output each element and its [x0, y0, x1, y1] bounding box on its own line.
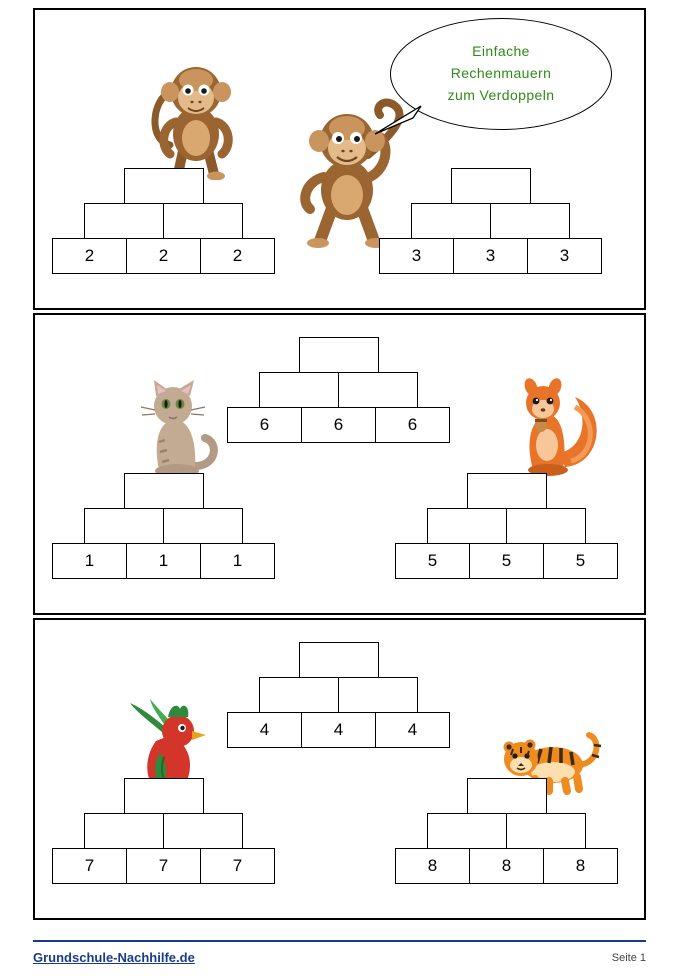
- pyramid-cell[interactable]: [84, 813, 164, 849]
- bubble-tail-icon: [365, 100, 425, 140]
- pyramid-row-top: [395, 473, 618, 509]
- pyramid-row-base: [395, 848, 618, 884]
- pyramid-cell[interactable]: [338, 372, 418, 408]
- pyramid-cell[interactable]: [163, 508, 243, 544]
- pyramid-row-middle: [52, 508, 275, 544]
- pyramid-row-top: [227, 642, 450, 678]
- footer-site-link[interactable]: Grundschule-Nachhilfe.de: [33, 950, 195, 965]
- pyramid-cell[interactable]: [299, 642, 379, 678]
- pyramid-cell[interactable]: 4: [227, 712, 302, 748]
- pyramid-cell[interactable]: 6: [375, 407, 450, 443]
- monkey-standing-illustration: [140, 50, 250, 180]
- pyramid-cell[interactable]: [163, 813, 243, 849]
- section-3: [33, 618, 646, 920]
- pyramid-cell[interactable]: 1: [200, 543, 275, 579]
- pyramid-tiger-8: [395, 778, 618, 884]
- footer-divider: [33, 940, 646, 942]
- pyramid-3: [379, 168, 602, 274]
- section-2: [33, 313, 646, 615]
- pyramid-cell[interactable]: [451, 168, 531, 204]
- bubble-line-3: zum Verdoppeln: [447, 86, 555, 103]
- pyramid-cell[interactable]: 8: [469, 848, 544, 884]
- pyramid-cell[interactable]: 7: [200, 848, 275, 884]
- pyramid-cell[interactable]: 1: [126, 543, 201, 579]
- pyramid-cell[interactable]: [124, 778, 204, 814]
- squirrel-illustration: [497, 365, 607, 480]
- bubble-line-2: Rechenmauern: [450, 65, 552, 82]
- pyramid-row-base: [379, 238, 602, 274]
- section-1: [33, 8, 646, 310]
- pyramid-cell[interactable]: [467, 473, 547, 509]
- pyramid-4: [227, 642, 450, 748]
- footer-page-number: Seite 1: [611, 952, 646, 964]
- pyramid-cell[interactable]: 6: [227, 407, 302, 443]
- pyramid-row-top: [395, 778, 618, 814]
- pyramid-cell[interactable]: [338, 677, 418, 713]
- pyramid-cell[interactable]: [163, 203, 243, 239]
- pyramid-cell[interactable]: 3: [379, 238, 454, 274]
- pyramid-row-base: [52, 238, 275, 274]
- pyramid-cell[interactable]: 3: [453, 238, 528, 274]
- pyramid-cell[interactable]: 4: [301, 712, 376, 748]
- pyramid-cell[interactable]: [506, 508, 586, 544]
- pyramid-row-base: [395, 543, 618, 579]
- pyramid-cell[interactable]: 8: [543, 848, 618, 884]
- pyramid-cell[interactable]: [427, 508, 507, 544]
- pyramid-row-middle: [379, 203, 602, 239]
- pyramid-cell[interactable]: [259, 677, 339, 713]
- pyramid-monkey-2: [52, 168, 275, 274]
- pyramid-row-middle: [52, 813, 275, 849]
- pyramid-cell[interactable]: 7: [52, 848, 127, 884]
- pyramid-cell[interactable]: [259, 372, 339, 408]
- cat-illustration: [125, 370, 225, 480]
- pyramid-cell[interactable]: 8: [395, 848, 470, 884]
- pyramid-row-top: [52, 473, 275, 509]
- pyramid-cell[interactable]: 5: [395, 543, 470, 579]
- pyramid-cell[interactable]: [467, 778, 547, 814]
- pyramid-row-base: [227, 712, 450, 748]
- bubble-line-1: Einfache: [472, 43, 530, 60]
- pyramid-cat-1: [52, 473, 275, 579]
- pyramid-cell[interactable]: 7: [126, 848, 201, 884]
- pyramid-cell[interactable]: 2: [126, 238, 201, 274]
- pyramid-row-middle: [395, 508, 618, 544]
- pyramid-row-top: [52, 168, 275, 204]
- pyramid-cell[interactable]: [124, 168, 204, 204]
- pyramid-cell[interactable]: [411, 203, 491, 239]
- pyramid-cell[interactable]: [490, 203, 570, 239]
- pyramid-cell[interactable]: [124, 473, 204, 509]
- pyramid-row-base: [52, 543, 275, 579]
- pyramid-row-top: [52, 778, 275, 814]
- pyramid-cell[interactable]: [427, 813, 507, 849]
- pyramid-6: [227, 337, 450, 443]
- pyramid-row-middle: [52, 203, 275, 239]
- pyramid-cell[interactable]: 5: [469, 543, 544, 579]
- pyramid-row-top: [379, 168, 602, 204]
- pyramid-cell[interactable]: 4: [375, 712, 450, 748]
- pyramid-cell[interactable]: [84, 203, 164, 239]
- pyramid-cell[interactable]: 2: [200, 238, 275, 274]
- pyramid-row-middle: [227, 677, 450, 713]
- pyramid-cell[interactable]: 3: [527, 238, 602, 274]
- pyramid-cell[interactable]: 1: [52, 543, 127, 579]
- pyramid-cell[interactable]: 5: [543, 543, 618, 579]
- pyramid-row-base: [227, 407, 450, 443]
- pyramid-row-top: [227, 337, 450, 373]
- pyramid-row-base: [52, 848, 275, 884]
- pyramid-cell[interactable]: [299, 337, 379, 373]
- pyramid-cell[interactable]: [84, 508, 164, 544]
- pyramid-squirrel-5: [395, 473, 618, 579]
- pyramid-bird-7: [52, 778, 275, 884]
- pyramid-cell[interactable]: 6: [301, 407, 376, 443]
- pyramid-row-middle: [227, 372, 450, 408]
- pyramid-row-middle: [395, 813, 618, 849]
- pyramid-cell[interactable]: 2: [52, 238, 127, 274]
- pyramid-cell[interactable]: [506, 813, 586, 849]
